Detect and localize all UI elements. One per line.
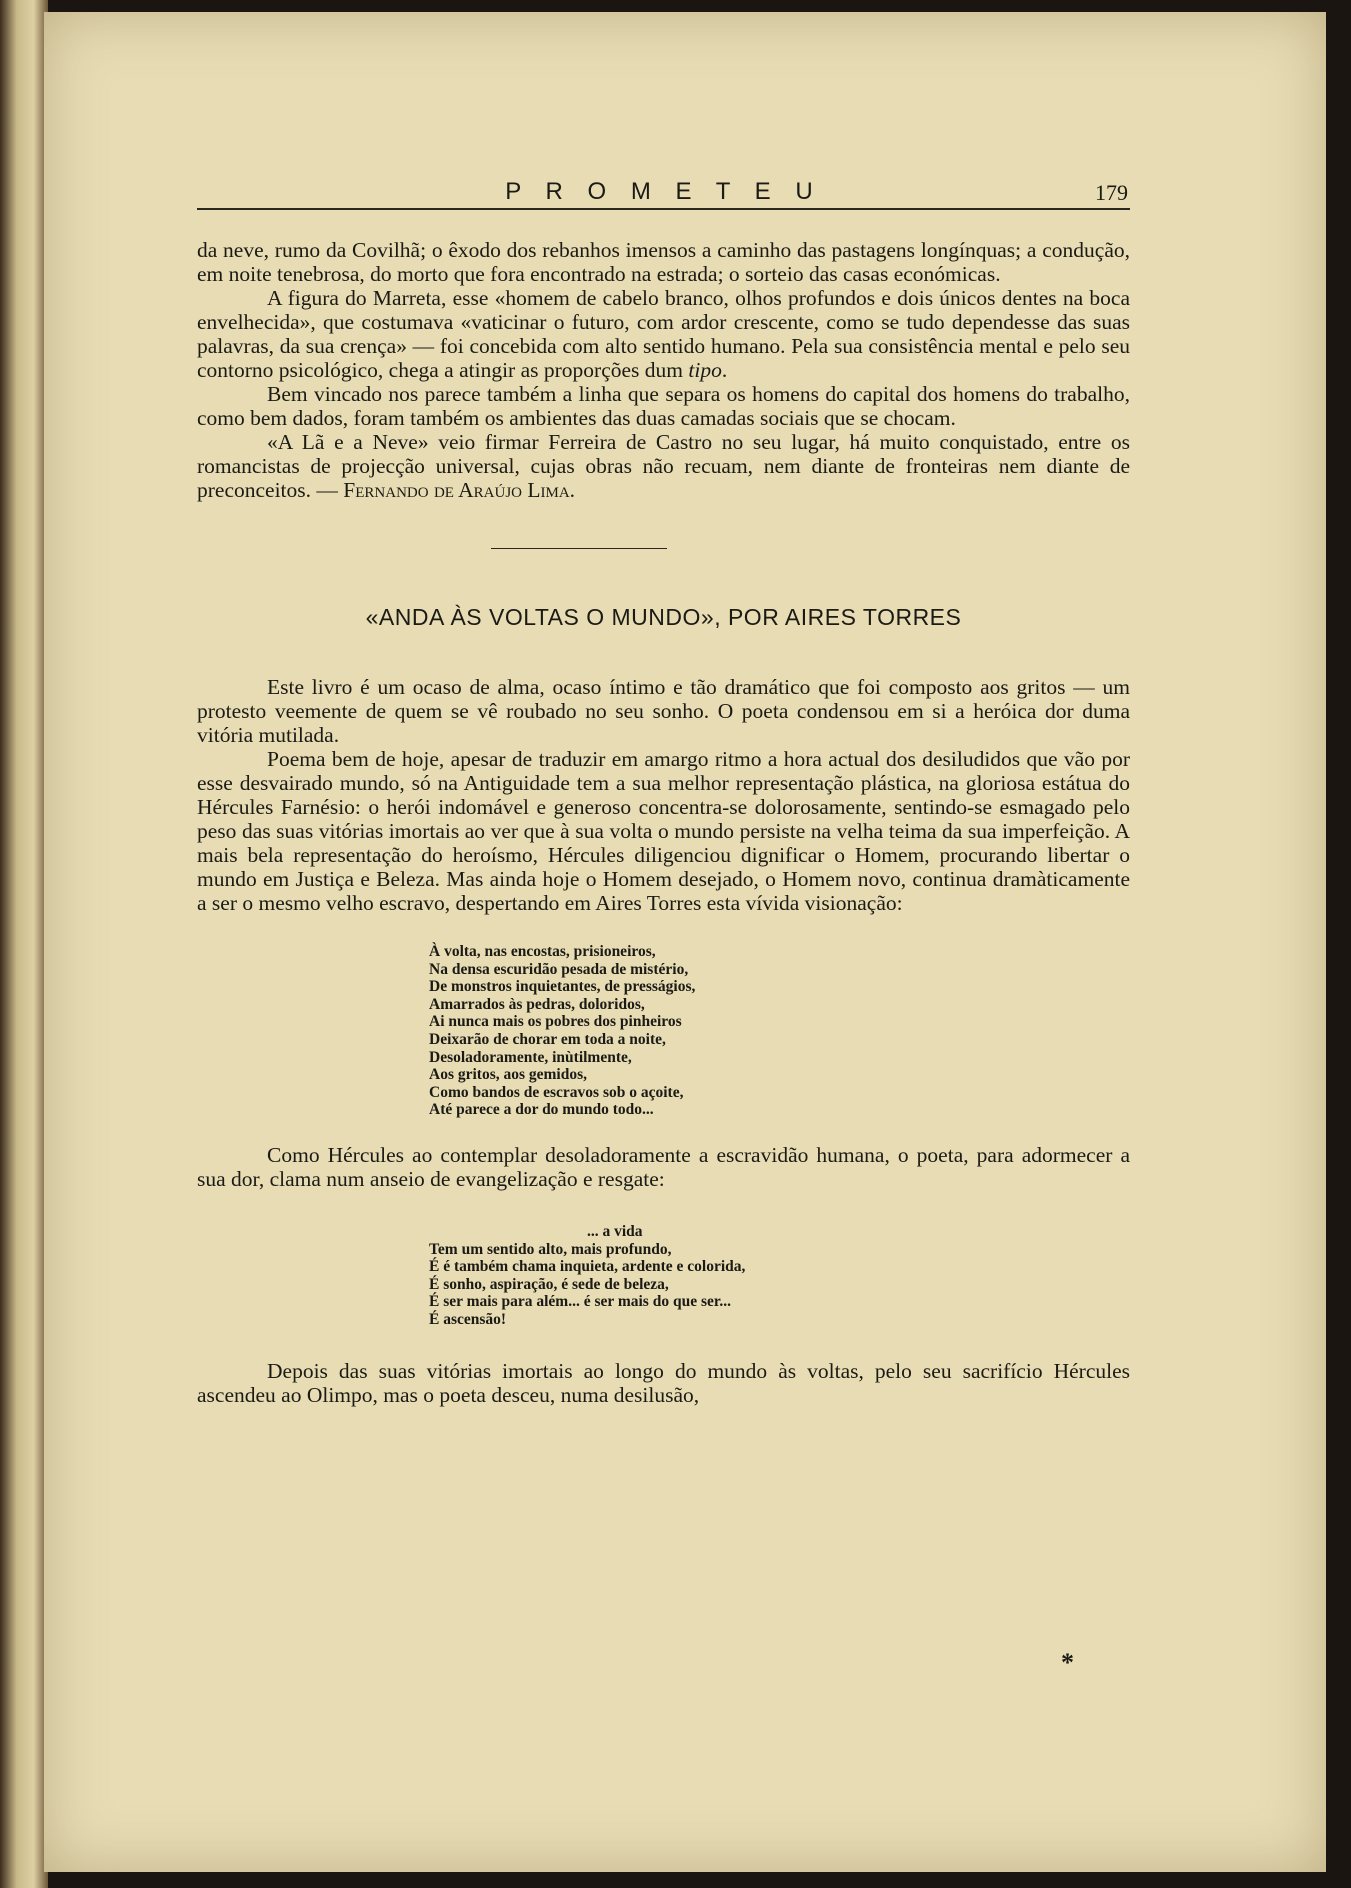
review-author-signature: Fernando de Araújo Lima. bbox=[343, 478, 576, 502]
poem-line: É ascensão! bbox=[429, 1310, 507, 1328]
poem-line: ... a vida bbox=[587, 1222, 643, 1240]
poem-excerpt-one bbox=[429, 943, 1130, 1119]
poem-line: Tem um sentido alto, mais profundo, bbox=[429, 1240, 672, 1258]
journal-title: P R O M E T E U bbox=[505, 178, 822, 205]
poem-line: Desoladoramente, inùtilmente, bbox=[429, 1048, 632, 1066]
review-two-paragraph: Como Hércules ao contemplar desoladoramente a escravidão humana, o poeta, para adormecer a sua dor, clama num anseio de evangelização e resgate: bbox=[197, 1142, 1130, 1191]
poem-line: Como bandos de escravos sob o açoite, bbox=[429, 1083, 684, 1101]
poem-line: É sonho, aspiração, é sede de beleza, bbox=[429, 1275, 669, 1293]
poem-line: Até parece a dor do mundo todo... bbox=[429, 1101, 654, 1119]
review-two-paragraph: Este livro é um ocaso de alma, ocaso íntimo e tão dramático que foi composto aos gritos — um protesto veemente de quem se vê roubado no seu sonho. O poeta condensou em si a heróica dor duma vitória mutilada. bbox=[197, 675, 1130, 747]
review-one-paragraph: Bem vincado nos parece também a linha que separa os homens do capital dos homens do trabalho, como bem dados, foram também os ambientes das duas camadas sociais que se chocam. bbox=[197, 382, 1130, 430]
poem-line: Amarrados às pedras, doloridos, bbox=[429, 995, 645, 1013]
section-separator bbox=[491, 548, 667, 549]
book-page bbox=[44, 12, 1326, 1872]
poem-line: Deixarão de chorar em toda a noite, bbox=[429, 1030, 666, 1048]
book-spine bbox=[0, 0, 48, 1888]
review-one-paragraph: da neve, rumo da Covilhã; o êxodo dos rebanhos imensos a caminho das pastagens longínquas; a condução, em noite tenebrosa, do morto que fora encontrado na estrada; o sorteio das casas económicas. bbox=[197, 238, 1130, 286]
review-one-paragraph bbox=[197, 430, 1130, 502]
review-two-paragraph: Poema bem de hoje, apesar de traduzir em amargo ritmo a hora actual dos desiludidos que vão por esse desvairado mundo, só na Antiguidade tem a sua melhor representação plástica, na gloriosa estátua do Hércules Farnésio: o herói indomável e generoso concentra-se dolorosamente, sentindo-se esmagado pelo peso das suas vitórias imortais ao ver que à sua volta o mundo persiste na velha teima da sua imperfeição. A mais bela representação do heroísmo, Hércules diligenciou dignificar o Homem, procurando libertar o mundo em Justiça e Beleza. Mas ainda hoje o Homem desejado, o Homem novo, continua dramàticamente a ser o mesmo velho escravo, despertando em Aires Torres esta vívida visionação: bbox=[197, 747, 1130, 915]
running-head bbox=[197, 178, 1130, 210]
review-two-paragraph: Depois das suas vitórias imortais ao longo do mundo às voltas, pelo seu sacrifício Hércules ascendeu ao Olimpo, mas o poeta desceu, numa desilusão, bbox=[197, 1358, 1130, 1407]
poem-line: Aos gritos, aos gemidos, bbox=[429, 1066, 588, 1084]
poem-line: É é também chama inquieta, ardente e colorida, bbox=[429, 1258, 746, 1276]
poem-line: Ai nunca mais os pobres dos pinheiros bbox=[429, 1013, 682, 1031]
poem-line: Na densa escuridão pesada de mistério, bbox=[429, 960, 689, 978]
page-number: 179 bbox=[1095, 180, 1128, 205]
review-one-paragraph: A figura do Marreta, esse «homem de cabelo branco, olhos profundos e dois únicos dentes na boca envelhecida», que costumava «vaticinar o futuro, com ardor crescente, como se tudo dependesse das suas palavras, da sua crença» — foi concebida com alto sentido humano. Pela sua consistência mental e pelo seu contorno psicológico, chega a atingir as proporções dum tipo. bbox=[197, 286, 1130, 382]
poem-line: É ser mais para além... é ser mais do que ser... bbox=[429, 1293, 731, 1311]
emphasis-word: tipo bbox=[688, 358, 722, 382]
review-one-closing-text: «A Lã e a Neve» veio firmar Ferreira de Castro no seu lugar, há muito conquistado, entre os romancistas de projecção universal, cujas obras não recuam, nem diante de fronteiras nem diante de preconceitos. — bbox=[197, 430, 1130, 502]
poem-excerpt-two bbox=[429, 1223, 1130, 1329]
signature-mark: * bbox=[1061, 1648, 1074, 1677]
section-title: «ANDA ÀS VOLTAS O MUNDO», POR AIRES TORRES bbox=[365, 604, 962, 630]
poem-line: À volta, nas encostas, prisioneiros, bbox=[429, 943, 656, 960]
page-content bbox=[197, 178, 1130, 1677]
poem-line: De monstros inquietantes, de presságios, bbox=[429, 978, 696, 996]
